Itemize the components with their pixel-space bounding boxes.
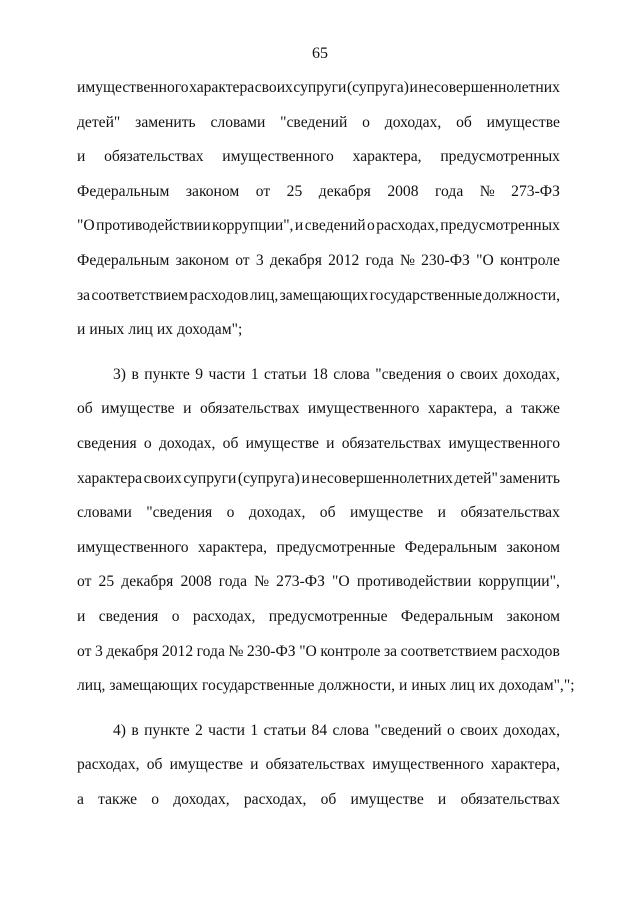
word: лиц xyxy=(450,677,475,695)
word: от xyxy=(77,642,92,660)
word: 2 xyxy=(195,721,203,739)
word: 230-ФЗ xyxy=(421,251,470,269)
text-line xyxy=(77,754,560,789)
word: несовершеннолетних xyxy=(418,79,560,96)
word: декабря xyxy=(318,182,371,200)
text-line xyxy=(77,468,560,503)
word: пункте xyxy=(144,721,190,739)
word: и xyxy=(301,469,310,487)
word: 18 xyxy=(312,365,328,383)
word: имуществе xyxy=(245,434,319,452)
word: и xyxy=(77,321,86,339)
text-line xyxy=(77,641,560,676)
word: обязательствах xyxy=(199,400,300,418)
word: обязательствах xyxy=(104,148,204,166)
word: своих xyxy=(459,365,499,383)
word: 2012 xyxy=(328,251,360,269)
word: должности, xyxy=(318,677,395,695)
word: а xyxy=(77,790,84,808)
word: имуществе xyxy=(350,790,424,808)
word: имущественного xyxy=(307,400,420,418)
word: обязательствах xyxy=(460,504,560,522)
word: своих xyxy=(460,721,499,739)
word: 25 xyxy=(98,573,115,591)
text-line xyxy=(77,112,560,147)
document-body xyxy=(77,77,575,823)
word: о xyxy=(151,790,160,808)
word: 230-ФЗ xyxy=(246,642,296,660)
word: года xyxy=(435,182,464,200)
word: предусмотренные xyxy=(276,538,396,556)
word: декабря xyxy=(106,642,159,660)
word: своих xyxy=(143,469,182,487)
word: статьи xyxy=(263,721,307,739)
word: а xyxy=(505,400,513,418)
word: доходах, xyxy=(503,721,560,739)
word: доходах, xyxy=(503,365,560,383)
word: имуществе xyxy=(349,504,424,522)
word: и xyxy=(183,400,192,418)
word: характера xyxy=(189,79,255,96)
word: и xyxy=(77,148,86,166)
word: "О xyxy=(77,217,95,235)
word: декабря xyxy=(269,251,322,269)
word: Федеральным xyxy=(77,182,170,200)
word: о xyxy=(446,721,455,739)
word: сведения xyxy=(98,607,159,625)
word: об xyxy=(77,400,93,418)
word: имущественного xyxy=(77,79,189,96)
word: 273-ФЗ xyxy=(276,573,325,591)
word: государственные xyxy=(369,286,482,304)
word: предусмотренные xyxy=(268,607,388,625)
word: законом xyxy=(175,251,229,269)
word: слова xyxy=(332,721,370,739)
word: своих xyxy=(254,79,293,96)
word: коррупции", xyxy=(478,573,560,591)
text-line xyxy=(77,502,560,537)
word: за xyxy=(383,642,398,660)
word: словами xyxy=(210,113,266,131)
word: доходам","; xyxy=(498,677,575,695)
text-line xyxy=(77,606,560,641)
word: и xyxy=(409,79,418,96)
word: в xyxy=(131,365,139,383)
word: имущественного xyxy=(222,148,334,166)
page-number: 65 xyxy=(312,45,328,62)
text-line xyxy=(77,215,560,250)
word: также xyxy=(520,400,560,418)
word: от xyxy=(255,182,271,200)
word: государственные xyxy=(201,677,315,695)
word: за xyxy=(77,286,91,304)
word: характера xyxy=(77,469,143,487)
word: их xyxy=(156,321,173,339)
word: "О xyxy=(332,573,350,591)
word: замещающих xyxy=(279,286,369,304)
word: о xyxy=(367,217,375,235)
word: расходов xyxy=(500,642,560,660)
word: расходах, xyxy=(77,756,140,774)
word: "О xyxy=(299,642,317,660)
word: в xyxy=(131,721,139,739)
word: "сведения xyxy=(146,504,213,522)
word: года xyxy=(365,251,394,269)
text-line xyxy=(77,77,560,112)
word: 9 xyxy=(195,365,204,383)
word: статьи xyxy=(264,365,307,383)
word: 84 xyxy=(311,721,328,739)
word: об xyxy=(456,113,472,131)
word: декабря xyxy=(121,573,174,591)
word: и xyxy=(294,217,304,235)
word: "О xyxy=(476,251,494,269)
word: расходах, xyxy=(192,607,256,625)
word: расходах, xyxy=(376,217,439,235)
word: и xyxy=(326,434,335,452)
word: детей" xyxy=(77,113,121,131)
paragraph-gap xyxy=(77,354,560,364)
word: о xyxy=(362,113,370,131)
word: 1 xyxy=(250,721,259,739)
word: контроле xyxy=(320,642,381,660)
word: словами xyxy=(77,504,132,522)
word: контроле xyxy=(499,251,560,269)
word: доходам"; xyxy=(176,321,243,339)
word: о xyxy=(171,607,180,625)
word: супруги xyxy=(183,469,237,487)
word: (супруга) xyxy=(346,79,409,96)
word: лиц, xyxy=(249,286,279,304)
word: об xyxy=(222,434,239,452)
word: и xyxy=(398,677,408,695)
word: "сведений xyxy=(280,113,348,131)
word: предусмотренных xyxy=(440,217,560,235)
word: характера, xyxy=(491,756,560,774)
text-line xyxy=(77,319,560,354)
word: № xyxy=(400,251,415,269)
word: замещающих xyxy=(109,677,198,695)
word: характера, xyxy=(198,538,268,556)
word: об xyxy=(320,790,337,808)
word: года xyxy=(196,642,225,660)
word: предусмотренных xyxy=(440,148,560,166)
word: 3 xyxy=(94,642,103,660)
word: противодействии xyxy=(356,573,472,591)
word: детей" xyxy=(454,469,498,487)
word: о xyxy=(226,504,235,522)
text-line xyxy=(77,720,560,755)
word: от xyxy=(77,573,92,591)
word: Федеральным xyxy=(400,607,494,625)
word: и xyxy=(437,504,447,522)
word: о xyxy=(446,365,455,383)
text-line xyxy=(77,789,560,824)
word: доходах, xyxy=(384,113,442,131)
word: супруги xyxy=(293,79,347,96)
word: лиц xyxy=(128,321,153,339)
word: коррупции", xyxy=(212,217,294,235)
word: об xyxy=(319,504,336,522)
word: 3 xyxy=(255,251,264,269)
word: части xyxy=(208,365,246,383)
word: 3) xyxy=(113,365,126,383)
word: 4) xyxy=(113,721,126,739)
word: № xyxy=(479,182,495,200)
word: заменить xyxy=(135,113,196,131)
text-line xyxy=(77,181,560,216)
word: сведения xyxy=(77,434,137,452)
word: имуществе xyxy=(101,400,175,418)
text-line xyxy=(77,285,560,320)
word: "сведения xyxy=(375,365,442,383)
text-line xyxy=(77,146,560,181)
word: имущественного xyxy=(77,538,189,556)
word: слова xyxy=(333,365,370,383)
word: имущественного xyxy=(372,756,484,774)
word: соответствием xyxy=(400,642,498,660)
word: лиц, xyxy=(77,677,106,695)
word: расходов xyxy=(189,286,249,304)
word: также xyxy=(98,790,138,808)
word: от xyxy=(235,251,250,269)
word: "сведений xyxy=(374,721,442,739)
word: доходах, xyxy=(158,434,216,452)
word: о xyxy=(143,434,152,452)
word: сведений xyxy=(304,217,366,235)
word: законом xyxy=(506,607,560,625)
text-line xyxy=(77,250,560,285)
word: 1 xyxy=(250,365,259,383)
text-line xyxy=(77,433,560,468)
word: противодействии xyxy=(96,217,211,235)
text-line xyxy=(77,675,575,710)
word: заменить xyxy=(499,469,560,487)
word: обязательствах xyxy=(460,790,560,808)
text-line xyxy=(77,398,560,433)
word: и xyxy=(250,756,259,774)
word: и xyxy=(77,607,86,625)
word: № xyxy=(228,642,244,660)
word: 2008 xyxy=(180,573,212,591)
word: Федеральным xyxy=(404,538,498,556)
word: расходах, xyxy=(243,790,307,808)
word: иных xyxy=(89,321,125,339)
word: 25 xyxy=(286,182,303,200)
word: (супруга) xyxy=(237,469,300,487)
word: об xyxy=(146,756,163,774)
word: законом xyxy=(506,538,560,556)
word: и xyxy=(437,790,447,808)
word: доходах, xyxy=(173,790,230,808)
word: должности, xyxy=(483,286,560,304)
word: части xyxy=(208,721,245,739)
word: характера, xyxy=(352,148,422,166)
word: 2008 xyxy=(387,182,419,200)
text-line xyxy=(77,571,560,606)
word: имущественного xyxy=(448,434,560,452)
paragraph-gap xyxy=(77,710,560,720)
word: обязательствах xyxy=(341,434,442,452)
word: пункте xyxy=(144,365,190,383)
word: 2012 xyxy=(161,642,194,660)
word: характера, xyxy=(428,400,497,418)
word: обязательствах xyxy=(265,756,366,774)
word: иных xyxy=(411,677,447,695)
word: соответствием xyxy=(91,286,189,304)
word: законом xyxy=(185,182,240,200)
word: несовершеннолетних xyxy=(311,469,453,487)
text-line xyxy=(77,537,560,572)
word: № xyxy=(254,573,270,591)
word: их xyxy=(478,677,495,695)
word: Федеральным xyxy=(77,251,170,269)
word: года xyxy=(218,573,247,591)
word: доходах, xyxy=(248,504,306,522)
word: имуществе xyxy=(486,113,560,131)
text-line xyxy=(77,364,560,399)
word: имуществе xyxy=(169,756,243,774)
word: 273-ФЗ xyxy=(511,182,560,200)
